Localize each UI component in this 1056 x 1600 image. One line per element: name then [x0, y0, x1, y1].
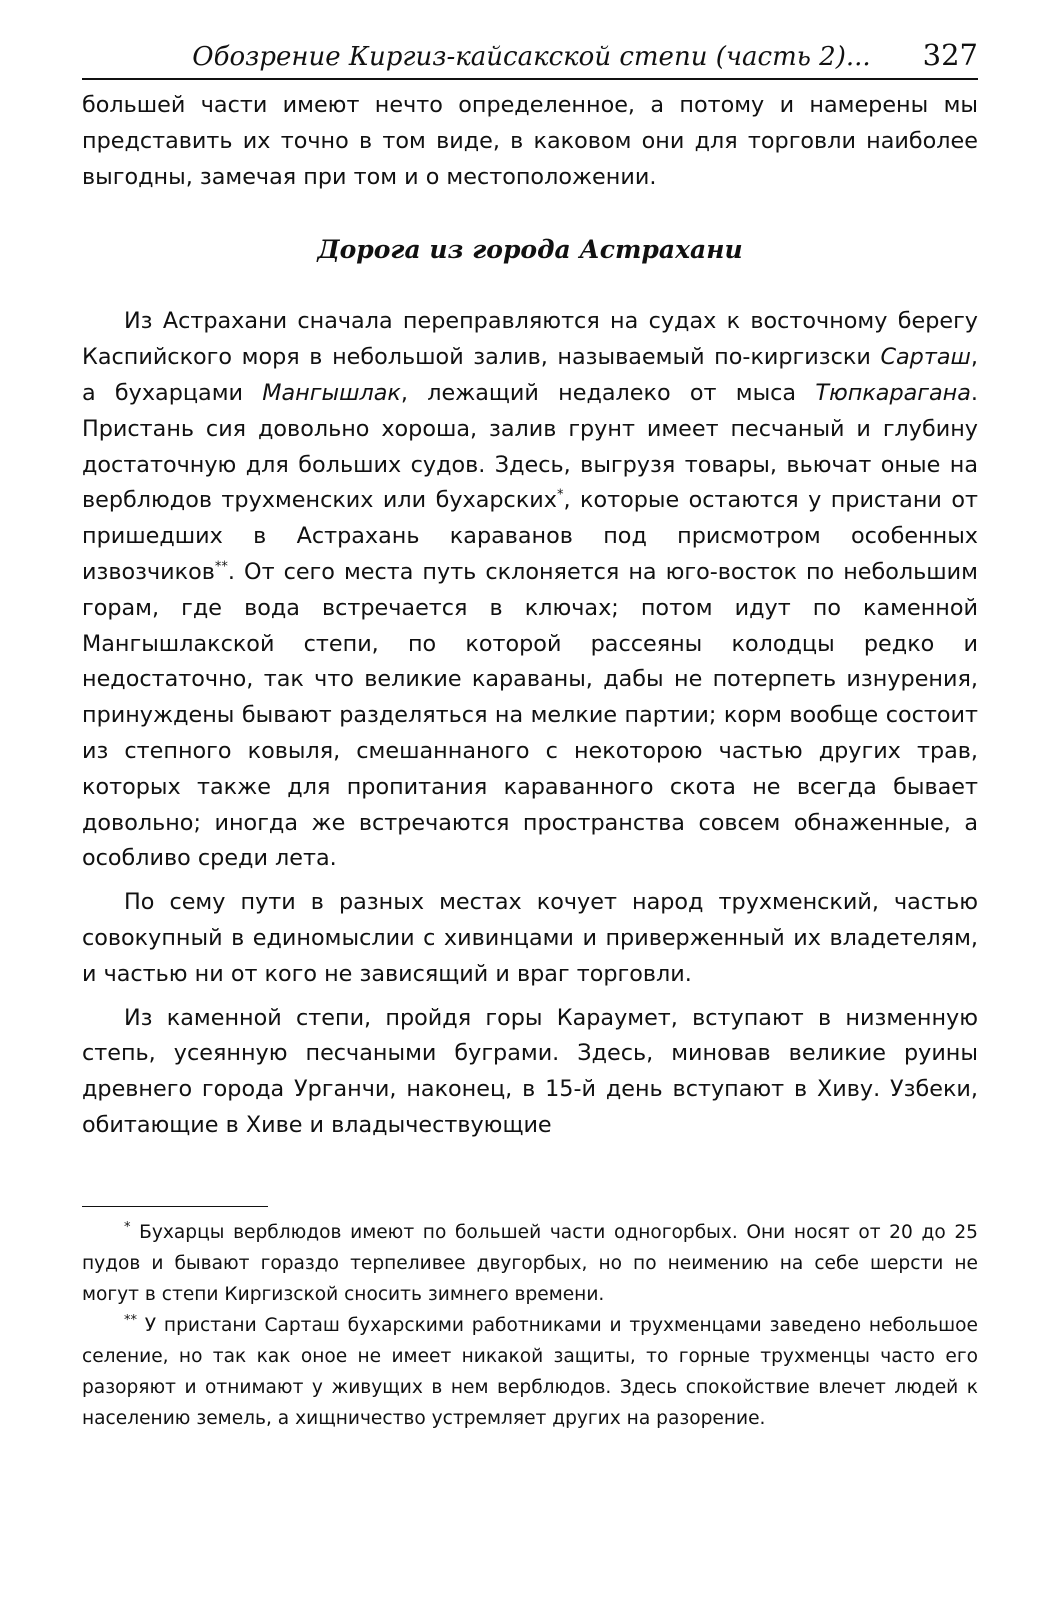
running-head — [82, 38, 978, 80]
footnote-reference-2: ** — [214, 559, 228, 575]
footnote-1 — [82, 1217, 978, 1310]
footnote-2 — [82, 1310, 978, 1434]
paragraph-text: . Пристань сия довольно хороша, залив грунт имеет песчаный и глубину достаточную для больших судов. Здесь, выгрузя товары, вьючат оные на верблюдов трухменских или бухарских — [82, 379, 978, 514]
paragraph-continued: большей части имеют нечто определенное, а потому и намерены мы представить их точно в том виде, в каковом они для торговли наиболее выгодны, замечая при том и о местоположении. — [82, 92, 978, 190]
footnote-divider — [82, 1206, 268, 1207]
place-name-mangyshlak: Мангышлак — [262, 379, 401, 406]
place-name-sartash: Сарташ — [880, 344, 971, 371]
paragraph-text: , которые остаются у пристани от пришедших в Астрахань караванов под присмотром особенных извозчиков — [82, 487, 978, 585]
place-name-tyupkaragan: Тюпкараганa — [815, 379, 971, 406]
paragraph-text: Из Астрахани сначала переправляются на судах к восточному берегу Каспийского моря в небольшой залив, называемый по-киргизски — [82, 308, 978, 371]
paragraph-khiva: Из каменной степи, пройдя горы Караумет, вступают в низменную степь, усеянную песчаными буграми. Здесь, миновав великие руины древнего города Урганчи, наконец, в 15-й день вступают в Хиву. Узбеки, обитающие в Хиве и владычествующие — [82, 1004, 978, 1138]
footnote-text: Бухарцы верблюдов имеют по большей части одногорбых. Они носят от 20 до 25 пудов и бывают гораздо терпеливее двугорбых, но по неимению на себе шерсти не могут в степи Киргизской сносить зимнего времени. — [82, 1221, 978, 1305]
paragraph-trukhmen: По сему пути в разных местах кочует народ трухменский, частью совокупный в единомыслии с хивинцами и приверженный их владетелям, и частью ни от кого не зависящий и враг торговли. — [82, 889, 978, 987]
paragraph-text: , лежащий недалеко от мыса — [400, 379, 816, 406]
footnote-mark-1: * — [124, 1219, 131, 1235]
book-page — [82, 38, 978, 1434]
footnote-reference-1: * — [556, 487, 564, 503]
paragraph-text: , а бухарцами — [82, 344, 978, 406]
paragraph-text: . От сего места путь склоняется на юго-восток по небольшим горам, где вода встречается в ключах; потом идут по каменной Мангышлакской степи, по которой рассеяны колодцы редко и недостаточно, так что великие караваны, дабы не потерпеть изнурения, принуждены бывают разделяться на мелкие партии; корм вообще состоит из степного ковыля, смешаннаного с некоторою частью других трав, которых также для пропитания караванного скота не всегда бывает довольно; иногда же встречаются пространства совсем обнаженные, а особливо среди лета. — [82, 558, 978, 872]
page-number: 327 — [922, 38, 978, 72]
running-head-title: Обозрение Киргиз-кайсакской степи (часть 2)... — [192, 42, 871, 72]
footnote-mark-2: ** — [124, 1312, 137, 1328]
main-text — [82, 88, 978, 1144]
footnotes — [82, 1217, 978, 1434]
footnote-text: У пристани Сарташ бухарскими работниками и трухменцами заведено небольшое селение, но так как оное не имеет никакой защиты, то горные трухменцы часто его разоряют и отнимают у живущих в нем верблюдов. Здесь спокойствие влечет людей к населению земель, а хищничество устремляет других на разорение. — [82, 1314, 978, 1429]
section-heading: Дорога из города Астрахани — [317, 235, 743, 265]
paragraph-route-description — [82, 304, 978, 877]
